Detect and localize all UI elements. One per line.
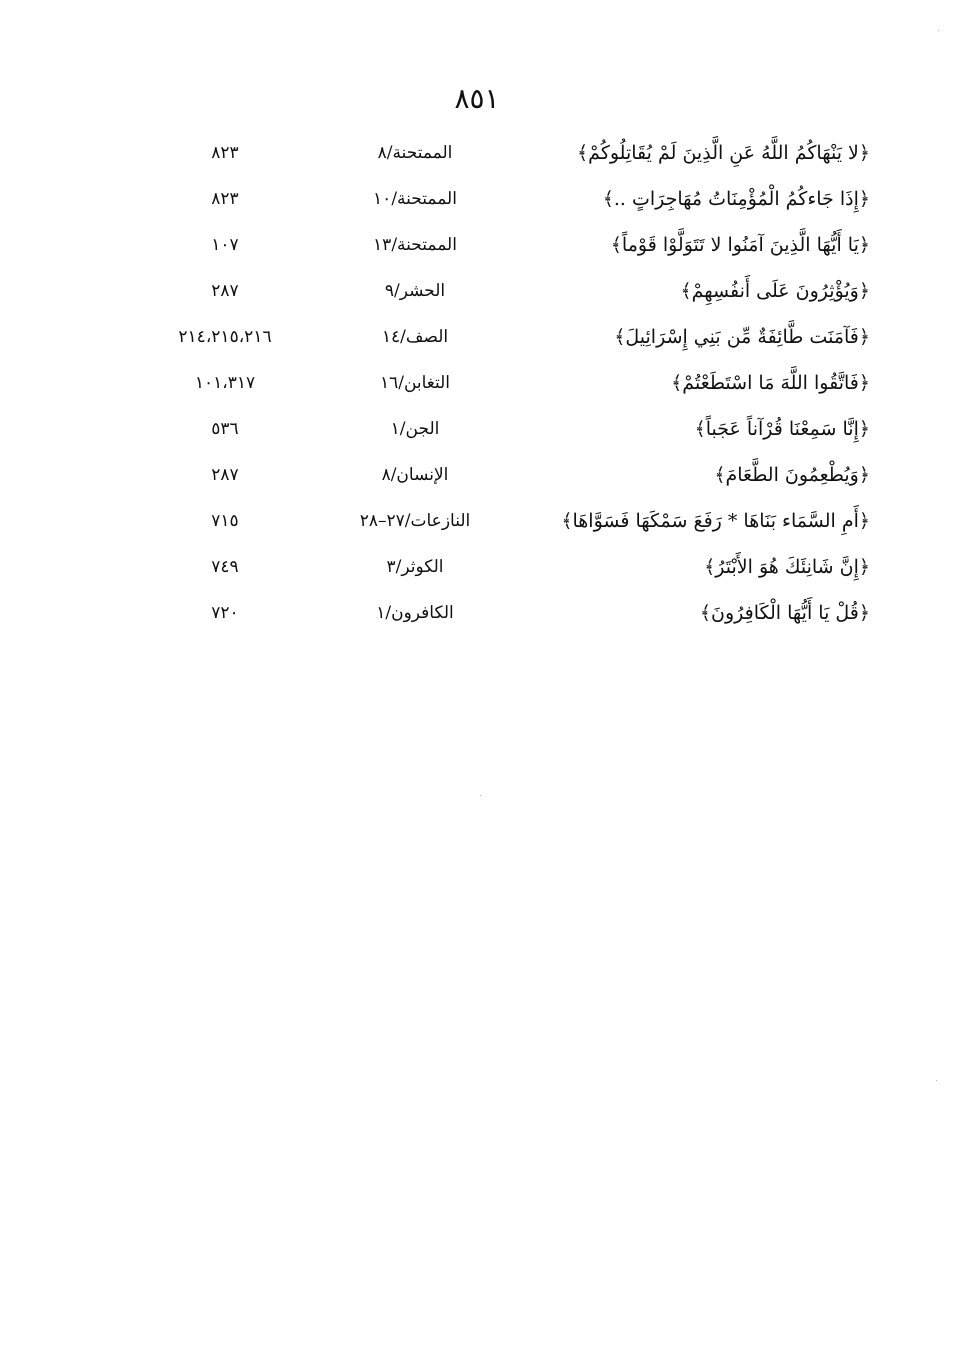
surah-reference: الممتحنة/١٣: [373, 235, 457, 255]
verse-text: ﴿يَا أَيُّهَا الَّذِينَ آمَنُوا لا تَتَوَلَّوْا قَوْماً﴾: [610, 234, 870, 256]
surah-reference: الممتحنة/٨: [377, 143, 453, 163]
verse-text: ﴿وَيُؤْثِرُونَ عَلَى أَنفُسِهِمْ﴾: [680, 280, 870, 302]
surah-reference: الحشر/٩: [384, 281, 446, 301]
table-row: [130, 456, 870, 502]
verse-text: ﴿أَمِ السَّمَاء بَنَاهَا * رَفَعَ سَمْكَهَا فَسَوَّاهَا﴾: [561, 510, 870, 532]
page-references: ٢١٤،٢١٥،٢١٦: [178, 327, 272, 347]
scan-speck: [480, 795, 481, 796]
verse-text: ﴿وَيُطْعِمُونَ الطَّعَامَ﴾: [714, 464, 870, 486]
page-number: ٨٥١: [454, 82, 500, 115]
scan-speck: [938, 30, 939, 31]
table-row: [130, 134, 870, 180]
table-row: [130, 548, 870, 594]
surah-reference: الإنسان/٨: [381, 465, 449, 485]
table-row: [130, 272, 870, 318]
surah-reference: الكوثر/٣: [386, 557, 444, 577]
verse-text: ﴿إِنَّ شَانِئَكَ هُوَ الأَبْتَرُ﴾: [704, 556, 870, 578]
verse-text: ﴿فَاتَّقُوا اللَّهَ مَا اسْتَطَعْتُمْ﴾: [671, 372, 870, 394]
page-references: ١٠٧: [211, 235, 239, 255]
verse-text: ﴿إِذَا جَاءكُمُ الْمُؤْمِنَاتُ مُهَاجِرَاتٍ ..﴾: [602, 188, 870, 210]
page-references: ١٠١،٣١٧: [194, 373, 256, 393]
surah-reference: الممتحنة/١٠: [373, 189, 457, 209]
scan-speck: [936, 1080, 937, 1081]
page-references: ٧٤٩: [211, 557, 239, 577]
surah-reference: الكافرون/١: [376, 603, 454, 623]
page-references: ٢٨٧: [211, 281, 239, 301]
verse-text: ﴿لا يَنْهَاكُمُ اللَّهُ عَنِ الَّذِينَ لَمْ يُقَاتِلُوكُمْ﴾: [577, 142, 870, 164]
table-row: [130, 594, 870, 640]
page-references: ٥٣٦: [211, 419, 239, 439]
table-row: [130, 180, 870, 226]
verse-text: ﴿قُلْ يَا أَيُّهَا الْكَافِرُونَ﴾: [699, 602, 870, 624]
table-row: [130, 318, 870, 364]
table-row: [130, 226, 870, 272]
page-references: ٧١٥: [211, 511, 239, 531]
table-row: [130, 410, 870, 456]
page-references: ٧٢٠: [211, 603, 239, 623]
surah-reference: النازعات/٢٧–٢٨: [359, 511, 471, 531]
verse-text: ﴿إِنَّا سَمِعْنَا قُرْآناً عَجَباً﴾: [694, 418, 870, 440]
table-row: [130, 502, 870, 548]
table-row: [130, 364, 870, 410]
surah-reference: الصف/١٤: [381, 327, 449, 347]
surah-reference: الجن/١: [390, 419, 440, 439]
page-references: ٨٢٣: [211, 189, 239, 209]
surah-reference: التغابن/١٦: [379, 373, 451, 393]
verse-text: ﴿فَآمَنَت طَّائِفَةٌ مِّن بَنِي إِسْرَائِيلَ﴾: [614, 326, 870, 348]
page-references: ٨٢٣: [211, 143, 239, 163]
page-references: ٢٨٧: [211, 465, 239, 485]
verse-index-table: [130, 134, 870, 640]
